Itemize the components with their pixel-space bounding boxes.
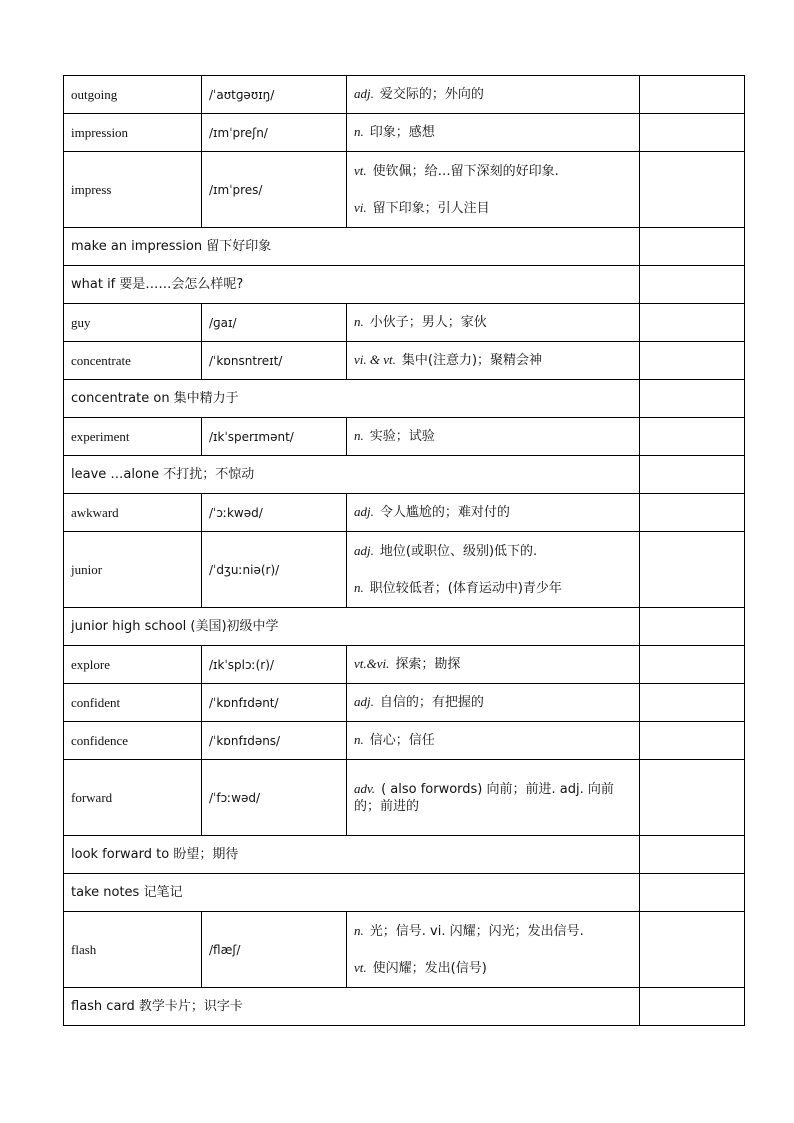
vocabulary-table-body [64, 76, 745, 1026]
word-cell: outgoing [64, 76, 202, 114]
phonetic-cell: /ɪkˈsplɔː(r)/ [202, 646, 347, 684]
word-cell: confident [64, 684, 202, 722]
word-cell: awkward [64, 494, 202, 532]
definition-line [354, 543, 632, 560]
definition-cell [347, 76, 640, 114]
vocabulary-table [63, 75, 745, 1026]
phonetic-cell: /ɪmˈpreʃn/ [202, 114, 347, 152]
definition-text: ( also forwords) 向前；前进. adj. 向前的；前进的 [354, 781, 614, 814]
phonetic-cell: /ˈfɔːwəd/ [202, 760, 347, 836]
blank-cell [640, 608, 745, 646]
word-row [64, 646, 745, 684]
phonetic-cell: /ˈkɒnfɪdəns/ [202, 722, 347, 760]
phrase-row [64, 266, 745, 304]
definition-line [354, 656, 632, 673]
blank-cell [640, 494, 745, 532]
definition-cell [347, 342, 640, 380]
definition-cell [347, 114, 640, 152]
phonetic-cell: /ˈaʊtɡəʊɪŋ/ [202, 76, 347, 114]
phrase-row [64, 608, 745, 646]
definition-text: 印象；感想 [369, 125, 435, 140]
blank-cell [640, 760, 745, 836]
blank-cell [640, 836, 745, 874]
definition-cell [347, 152, 640, 228]
word-row [64, 304, 745, 342]
word-row [64, 760, 745, 836]
definition-line [354, 86, 632, 103]
part-of-speech: vi. [354, 199, 367, 215]
definition-text: 小伙子；男人；家伙 [369, 315, 487, 330]
blank-cell [640, 152, 745, 228]
definition-line [354, 732, 632, 749]
blank-cell [640, 722, 745, 760]
part-of-speech: adj. [354, 504, 374, 519]
definition-text: 自信的；有把握的 [379, 695, 484, 710]
definition-text: 使闪耀；发出(信号) [372, 960, 487, 976]
blank-cell [640, 304, 745, 342]
blank-cell [640, 380, 745, 418]
word-cell: concentrate [64, 342, 202, 380]
phrase-row [64, 380, 745, 418]
blank-cell [640, 532, 745, 608]
part-of-speech: vt. [354, 959, 367, 975]
definition-cell [347, 418, 640, 456]
blank-cell [640, 874, 745, 912]
definition-text: 探索；勘探 [395, 657, 461, 672]
phrase-cell: make an impression 留下好印象 [64, 228, 640, 266]
part-of-speech: adj. [354, 542, 374, 558]
definition-text: 令人尴尬的；难对付的 [379, 505, 510, 520]
phonetic-cell: /ˈɔːkwəd/ [202, 494, 347, 532]
definition-cell [347, 684, 640, 722]
phrase-cell: junior high school (美国)初级中学 [64, 608, 640, 646]
word-cell: experiment [64, 418, 202, 456]
definition-line [354, 200, 632, 217]
word-cell: explore [64, 646, 202, 684]
word-cell: junior [64, 532, 202, 608]
definition-cell [347, 912, 640, 988]
part-of-speech: n. [354, 579, 364, 595]
blank-cell [640, 912, 745, 988]
definition-text: 使钦佩；给…留下深刻的好印象. [372, 163, 559, 179]
part-of-speech: adv. [354, 780, 376, 796]
blank-cell [640, 114, 745, 152]
phrase-row [64, 836, 745, 874]
definition-cell [347, 722, 640, 760]
blank-cell [640, 456, 745, 494]
definition-text: 光；信号. vi. 闪耀；闪光；发出信号. [369, 923, 584, 939]
definition-line [354, 428, 632, 445]
phonetic-cell: /ˈkɒnfɪdənt/ [202, 684, 347, 722]
word-cell: impression [64, 114, 202, 152]
definition-line [354, 352, 632, 369]
blank-cell [640, 76, 745, 114]
phrase-row [64, 456, 745, 494]
blank-cell [640, 418, 745, 456]
definition-cell [347, 304, 640, 342]
blank-cell [640, 342, 745, 380]
blank-cell [640, 988, 745, 1026]
phrase-row [64, 874, 745, 912]
definition-line [354, 504, 632, 521]
blank-cell [640, 684, 745, 722]
part-of-speech: n. [354, 124, 364, 139]
word-cell: impress [64, 152, 202, 228]
word-row [64, 342, 745, 380]
blank-cell [640, 228, 745, 266]
definition-line [354, 124, 632, 141]
word-cell: flash [64, 912, 202, 988]
phrase-cell: concentrate on 集中精力于 [64, 380, 640, 418]
word-row [64, 114, 745, 152]
definition-text: 实验；试验 [369, 429, 435, 444]
word-row [64, 532, 745, 608]
word-cell: confidence [64, 722, 202, 760]
definition-line [354, 163, 632, 180]
part-of-speech: vt.&vi. [354, 656, 390, 671]
phonetic-cell: /flæʃ/ [202, 912, 347, 988]
definition-cell [347, 646, 640, 684]
blank-cell [640, 266, 745, 304]
word-row [64, 418, 745, 456]
definition-cell [347, 494, 640, 532]
definition-cell [347, 760, 640, 836]
part-of-speech: adj. [354, 694, 374, 709]
part-of-speech: adj. [354, 86, 374, 101]
word-row [64, 76, 745, 114]
part-of-speech: n. [354, 428, 364, 443]
definition-text: 职位较低者；(体育运动中)青少年 [369, 580, 562, 596]
phrase-cell: what if 要是……会怎么样呢? [64, 266, 640, 304]
definition-line [354, 960, 632, 977]
word-cell: forward [64, 760, 202, 836]
part-of-speech: n. [354, 314, 364, 329]
phonetic-cell: /ɪmˈpres/ [202, 152, 347, 228]
part-of-speech: vt. [354, 162, 367, 178]
word-row [64, 152, 745, 228]
definition-text: 集中(注意力)；聚精会神 [401, 353, 543, 368]
definition-line [354, 923, 632, 940]
word-row [64, 494, 745, 532]
word-cell: guy [64, 304, 202, 342]
definition-line [354, 314, 632, 331]
phonetic-cell: /ˈdʒuːniə(r)/ [202, 532, 347, 608]
definition-line [354, 781, 632, 815]
part-of-speech: vi. & vt. [354, 352, 396, 367]
phonetic-cell: /ɪkˈsperɪmənt/ [202, 418, 347, 456]
phrase-cell: look forward to 盼望；期待 [64, 836, 640, 874]
phrase-row [64, 228, 745, 266]
phrase-row [64, 988, 745, 1026]
definition-line [354, 694, 632, 711]
word-row [64, 684, 745, 722]
word-row [64, 722, 745, 760]
part-of-speech: n. [354, 922, 364, 938]
definition-text: 爱交际的；外向的 [379, 87, 484, 102]
definition-cell [347, 532, 640, 608]
phonetic-cell: /ˈkɒnsntreɪt/ [202, 342, 347, 380]
definition-text: 信心；信任 [369, 733, 435, 748]
phrase-cell: take notes 记笔记 [64, 874, 640, 912]
word-row [64, 912, 745, 988]
blank-cell [640, 646, 745, 684]
definition-text: 地位(或职位、级别)低下的. [379, 543, 538, 559]
definition-line [354, 580, 632, 597]
part-of-speech: n. [354, 732, 364, 747]
definition-text: 留下印象；引人注目 [372, 200, 490, 216]
phonetic-cell: /ɡaɪ/ [202, 304, 347, 342]
phrase-cell: leave …alone 不打扰；不惊动 [64, 456, 640, 494]
phrase-cell: flash card 教学卡片；识字卡 [64, 988, 640, 1026]
